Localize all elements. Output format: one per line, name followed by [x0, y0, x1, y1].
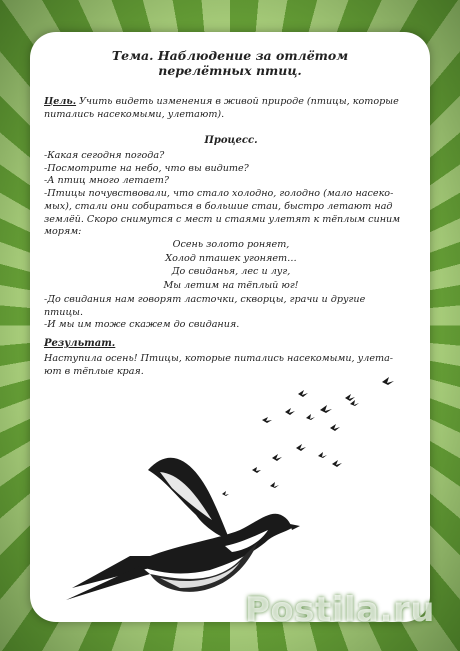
title-line-2: перелётных птиц.	[158, 63, 302, 78]
result-line: ют в тёплые края.	[44, 365, 144, 377]
goal-label: Цель.	[44, 96, 77, 107]
result-line: Наступила осень! Птицы, которые питались насекомыми, улета-	[44, 353, 394, 364]
process-heading: Процесс.	[204, 135, 258, 146]
process-closing-line: -До свидания нам говорят ласточки, скворцы, грачи и другие	[44, 294, 366, 305]
process-line: -Посмотрите на небо, что вы видите?	[44, 162, 249, 174]
process-closing-line: -И мы им тоже скажем до свидания.	[44, 319, 240, 331]
goal-text: Учить видеть изменения в живой природе (птицы, которые питались насекомыми, улетают).	[44, 96, 399, 120]
process-line: морям:	[44, 226, 82, 238]
process-line: -А птиц много летает?	[44, 175, 169, 187]
watermark: Postila.ru	[245, 590, 435, 630]
process-line: -Какая сегодня погода?	[44, 150, 165, 161]
poem-line: Осень золото роняет,	[172, 239, 290, 250]
result-label: Результат.	[44, 338, 116, 349]
poem-line: Мы летим на тёплый юг!	[163, 279, 299, 291]
process-line: -Птицы почувствовали, что стало холодно, голодно (мало насеко-	[44, 188, 394, 200]
swallow-image	[66, 458, 300, 600]
process-line: мых), стали они собираться в большие стаи, быстро летают над	[44, 200, 393, 212]
title-line-1: Тема. Наблюдение за отлётом	[111, 48, 349, 63]
poem-line: Холод пташек угоняет…	[165, 252, 297, 264]
process-line: землёй. Скоро снимутся с мест и стаями улетят к тёплым синим	[44, 213, 401, 225]
small-birds-flock	[222, 377, 394, 496]
poem-line: До свиданья, лес и луг,	[171, 266, 291, 278]
process-closing-line: птицы.	[44, 306, 84, 318]
